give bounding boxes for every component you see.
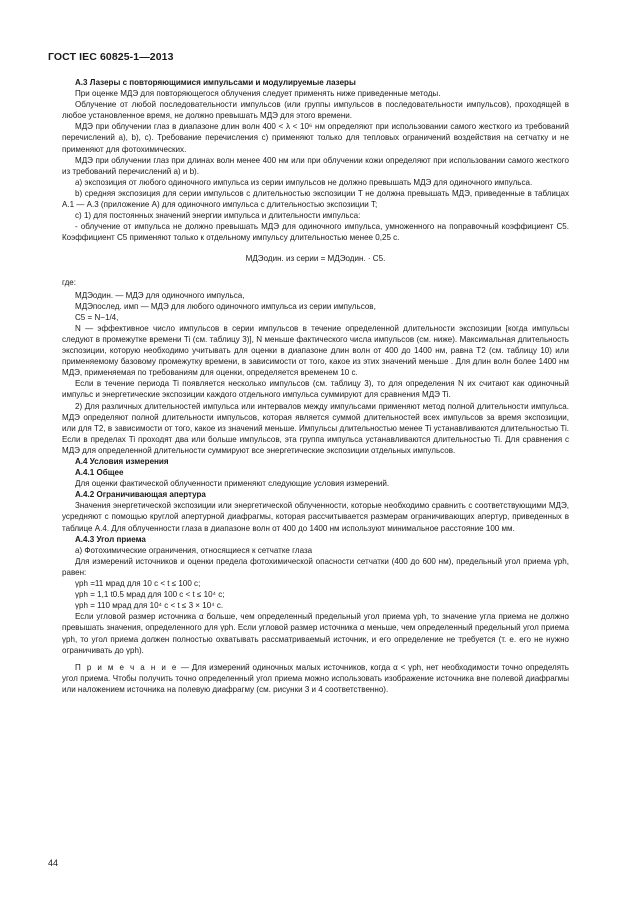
paragraph: с) 1) для постоянных значений энергии импульса и длительности импульса: — [75, 211, 361, 221]
subsection-heading-a43: А.4.3 Угол приема — [75, 534, 146, 544]
document-header: ГОСТ IEC 60825-1—2013 — [48, 51, 174, 63]
paragraph: МДЭ при облучении глаз при длинах волн менее 400 нм или при облучении кожи определяют при использовании самого жесткого из требований перечислений а) и b). — [62, 155, 569, 176]
paragraph: Если в течение периода Ti появляется несколько импульсов (см. таблицу 3), то для определения N их считают как одиночный импульс и энергетические экспозиции каждого отдельного импульса суммируют для сравнения МДЭ Ti. — [62, 379, 569, 400]
definition: МДЭпослед. имп — МДЭ для любого одиночного импульса из серии импульсов, — [75, 301, 376, 311]
section-heading-a3: А.3 Лазеры с повторяющимися импульсами и модулируемые лазеры — [75, 78, 356, 87]
gamma-value: γph = 1,1 t0.5 мрад для 100 с < t ≤ 10⁴ с; — [75, 590, 225, 600]
gamma-value: γph =11 мрад для 10 с < t ≤ 100 с; — [75, 579, 201, 589]
note-text: — Для измерений одиночных малых источников, когда α < γph, нет необходимости точно определять угол приема. Чтобы получить точно определенный угол приема можно использовать изображение источника вне полевой диафрагмы или наложением источника на полевую диафрагму (см. рисунки 3 и 4 соответственно). — [62, 662, 569, 694]
definitions-list — [62, 290, 569, 379]
where-label: где: — [62, 277, 76, 287]
paragraph: а) Фотохимические ограничения, относящиеся к сетчатке глаза — [75, 545, 313, 555]
paragraph: 2) Для различных длительностей импульса или интервалов между импульсами применяют метод полной длительности импульса. МДЭ определяют полной длительности импульсов, которая является суммой длительностей всех импульсов за время экспозиции, или для T2, в зависимости от того, какое из значений меньше. Импульсы длительностью менее Ti устанавливаются длительностью Ti. Если в пределах Ti проходят два или больше импульсов, эта группа импульса устанавливаются длительностью Ti. Для сравнения с МДЭ для определенной длительности суммируют все энергетические экспозиции отдельных импульсов. — [62, 401, 569, 455]
paragraph: b) средняя экспозиция для серии импульсов с длительностью экспозиции T не должна превышать МДЭ, приведенные в таблицах А.1 — А.3 (приложение А) для одиночного импульса с длительностью экспозиции T; — [62, 188, 569, 210]
paragraph: Облучение от любой последовательности импульсов (или группы импульсов в последовательности импульсов), проходящей в любое установленное время, не должно превышать МДЭ для этого времени. — [62, 100, 569, 121]
note-label: П р и м е ч а н и е — [75, 662, 178, 672]
subsection-heading-a41: А.4.1 Общее — [75, 468, 124, 478]
definition: C5 = N−1/4, — [75, 312, 119, 322]
page-body — [62, 77, 569, 695]
paragraph: Если угловой размер источника α больше, чем определенный предельный угол приема γph, то значение угла приема не должно превышать значения, определенного для γph. Если угловой размер источника α меньше, чем определенный предельный угол приема γph, то угол приема должен полностью охватывать рассматриваемый источник, и его определение не требуется (т. е. его не нужно ограничивать до γph). — [62, 612, 569, 655]
paragraph: - облучение от импульса не должно превышать МДЭ для одиночного импульса, умноженного на поправочный коэффициент C5. Коэффициент C5 применяют только к отдельному импульсу длительностью менее 0,25 с. — [62, 222, 569, 243]
section-heading-a4: А.4 Условия измерения — [75, 457, 169, 466]
paragraph: Для измерений источников и оценки предела фотохимической опасности сетчатки (400 до 600 нм), предельный угол приема γph, равен: — [62, 556, 569, 577]
definition: МДЭодин. — МДЭ для одиночного импульса, — [75, 290, 245, 300]
note — [62, 662, 569, 695]
paragraph: При оценке МДЭ для повторяющегося облучения следует применять ниже приведенные методы. — [75, 89, 441, 99]
page-number: 44 — [48, 858, 59, 868]
paragraph: а) экспозиция от любого одиночного импульса из серии импульсов не должно превышать МДЭ для одиночного импульса. — [75, 177, 533, 187]
definition: N — эффективное число импульсов в серии импульсов в течение определенной длительности экспозиции [когда импульсы следуют в промежутке времени Ti (см. таблицу 3)], N меньше фактического числа импульсов (см. ниже). Максимальная длительность экспозиции, которую необходимо учитывать для оценки в диапазоне длин волн от 400 до 1400 нм, равна T2 (см. таблицу 10) или применяемому базовому промежутку времени, в зависимости от того, какое из этих значений меньше . Для длин волн более 1400 нм МДЭ, применяемая по требованиям для оценки, определяется временем 10 с. — [62, 323, 569, 378]
paragraph: Значения энергетической экспозиции или энергетической облученности, которые необходимо сравнить с соответствующими МДЭ, усредняют с помощью круглой апертурной диафрагмы, которая рассчитывается размерам ограничивающих апертур, приведенных в таблице А.4. Для облученности глаза в диапазоне волн от 400 до 1400 нм используют минимальное расстояние 100 мм. — [62, 501, 569, 533]
paragraph: Для оценки фактической облученности применяют следующие условия измерений. — [75, 479, 390, 489]
paragraph: МДЭ при облучении глаз в диапазоне длин волн 400 < λ < 10⁶ нм определяют при использовании самого жесткого из требований перечислений а), b), с). Требование перечисления с) применяют только для тепловых ограничений воздействия на сетчатку и не применяют для фотохимических. — [62, 122, 569, 154]
gamma-value: γph = 110 мрад для 10⁴ с < t ≤ 3 × 10⁴ с. — [75, 601, 224, 611]
subsection-heading-a42: А.4.2 Ограничивающая апертура — [75, 490, 206, 500]
formula: МДЭодин. из серии = МДЭодин. · C5. — [245, 254, 386, 264]
